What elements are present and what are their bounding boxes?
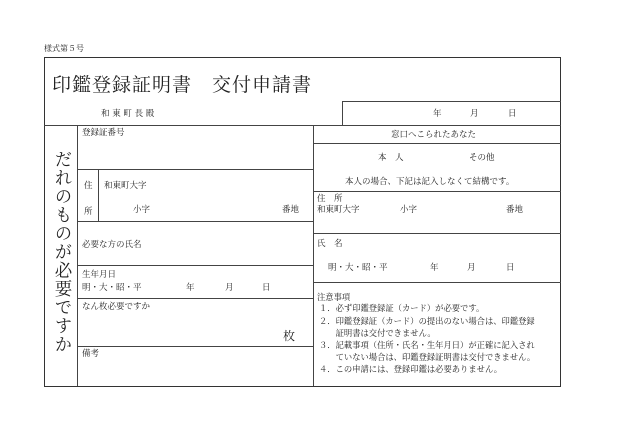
note-line: 証明書は交付できません。 [319, 328, 436, 338]
birth-eras[interactable]: 明・大・昭・平 [82, 283, 142, 293]
note-line: ていない場合は、印鑑登録証明書は交付できません。 [319, 352, 536, 362]
left-row-line-2 [77, 221, 313, 222]
visitor-birth-year: 年 [430, 263, 439, 273]
notes-title: 注意事項 [317, 292, 351, 302]
birth-label: 生年月日 [82, 270, 117, 280]
note-line: ４．この申請には、登録印鑑は必要ありません。 [319, 364, 503, 374]
right-row-line-1 [313, 143, 561, 144]
address-label-divider [98, 169, 99, 221]
date-box-top [342, 101, 561, 102]
date-year[interactable]: 年 [433, 109, 442, 119]
date-box-divider [342, 101, 343, 125]
birth-year: 年 [186, 283, 195, 293]
date-day[interactable]: 日 [508, 109, 517, 119]
addressee: 和 東 町 長 殿 [101, 109, 155, 119]
form-number: 様式第５号 [44, 44, 84, 53]
left-row-line-5 [77, 346, 313, 347]
right-row-line-2 [313, 191, 561, 192]
visitor-name-label: 氏 名 [317, 239, 343, 249]
vertical-heading: だれのものが必要ですか [52, 150, 72, 354]
copies-unit: 枚 [283, 329, 296, 343]
grid-top-line [44, 125, 561, 126]
visitor-address-koaza: 小字 [400, 205, 418, 215]
left-row-line-4 [77, 298, 313, 299]
center-divider [313, 125, 314, 386]
address-banchi: 番地 [282, 205, 300, 215]
note-line: １．必ず印鑑登録証（カード）が必要です。 [319, 303, 485, 313]
address-koaza: 小字 [133, 205, 151, 215]
visitor-header: 窓口へこられたあなた [391, 130, 477, 140]
visitor-birth-day: 日 [506, 263, 515, 273]
remarks-label: 備考 [82, 349, 100, 359]
visitor-other[interactable]: その他 [469, 153, 495, 163]
left-row-line-1 [77, 169, 313, 170]
visitor-birth-eras[interactable]: 明・大・昭・平 [328, 263, 388, 273]
address-label-top: 住 [84, 181, 93, 191]
reg-number-label: 登録証番号 [82, 128, 125, 138]
name-label: 必要な方の氏名 [82, 240, 142, 250]
self-note: 本人の場合、下記は記入しなくて結構です。 [345, 177, 515, 187]
copies-label: なん枚必要ですか [82, 302, 151, 312]
visitor-address-banchi: 番地 [506, 205, 524, 215]
address-label-bottom: 所 [84, 207, 93, 217]
visitor-birth-month: 月 [467, 263, 476, 273]
birth-month: 月 [225, 283, 234, 293]
visitor-self[interactable]: 本 人 [378, 153, 404, 163]
visitor-address-label: 住 所 [317, 194, 343, 204]
visitor-address-prefix: 和東町大字 [317, 205, 360, 215]
note-line: ３．記載事項（住所・氏名・生年月日）が正確に記入され [319, 340, 535, 350]
right-row-line-4 [313, 282, 561, 283]
right-row-line-3 [313, 233, 561, 234]
date-month[interactable]: 月 [470, 109, 479, 119]
form-frame [44, 57, 561, 387]
form-title: 印鑑登録証明書 交付申請書 [52, 74, 313, 96]
birth-day: 日 [262, 283, 271, 293]
address-prefix: 和東町大字 [104, 181, 147, 191]
left-row-line-3 [77, 265, 313, 266]
note-line: ２．印鑑登録証（カード）の提出のない場合は、印鑑登録 [319, 316, 535, 326]
